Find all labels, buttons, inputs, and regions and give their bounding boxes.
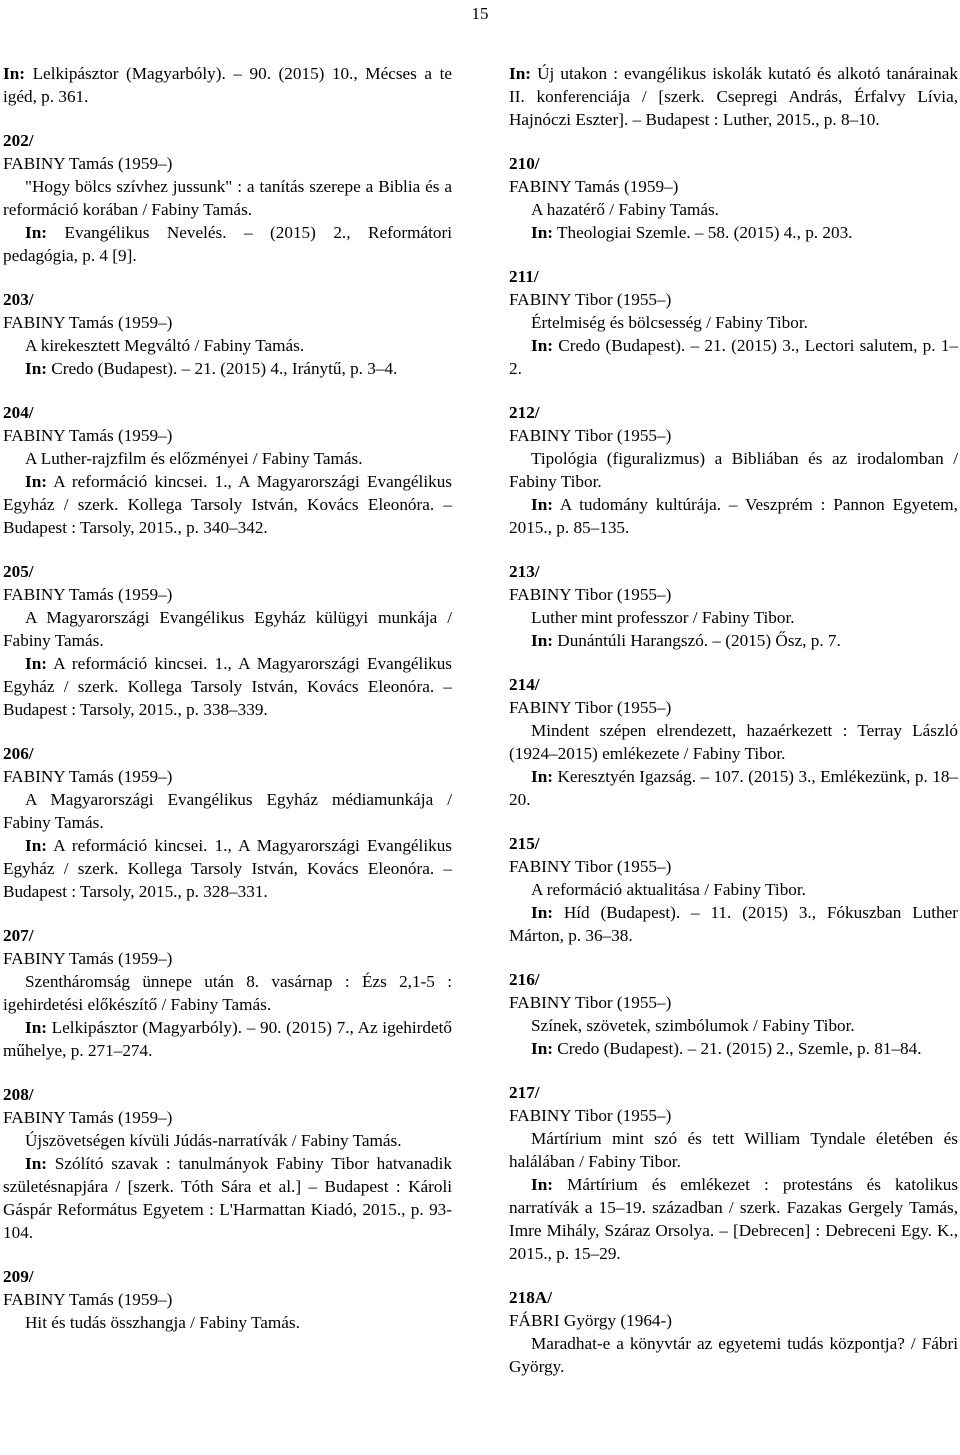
bibliography-entry [509, 1286, 958, 1378]
entry-title: Maradhat-e a könyvtár az egyetemi tudás központja? / Fábri György. [509, 1334, 958, 1376]
entry-source [509, 901, 958, 947]
bibliography-entry [3, 924, 452, 1062]
bibliography-entry [3, 560, 452, 721]
entry-number: 209/ [3, 1267, 34, 1286]
entry-title: Mindent szépen elrendezett, hazaérkezett : Terray László (1924–2015) emlékezete / Fabiny Tibor. [509, 721, 958, 763]
source-text: Híd (Budapest). – 11. (2015) 3., Fókuszban Luther Márton, p. 36–38. [509, 903, 959, 945]
entry-source [509, 1173, 958, 1265]
source-text: Mártírium és emlékezet : protestáns és katolikus narratívák a 15–19. században / szerk. Fazakas Gergely Tamás, Imre Mihály, Száraz Orsolya. – [Debrecen] : Debreceni Egy. K., 2015., p. 15–29. [509, 1175, 959, 1263]
entry-source [509, 629, 958, 652]
entry-number: 205/ [3, 562, 34, 581]
entry-source [3, 652, 452, 721]
entry-source [509, 334, 958, 380]
left-column [3, 62, 452, 1355]
entry-number: 202/ [3, 131, 34, 150]
entry-continuation [3, 62, 452, 108]
bibliography-entry [3, 129, 452, 267]
entry-title: A reformáció aktualitása / Fabiny Tibor. [531, 880, 806, 899]
entry-title: Mártírium mint szó és tett William Tyndale életében és halálában / Fabiny Tibor. [509, 1129, 958, 1171]
entry-author: FABINY Tamás (1959–) [3, 154, 173, 173]
entry-author: FABINY Tibor (1955–) [509, 698, 672, 717]
entry-title: A Magyarországi Evangélikus Egyház külügyi munkája / Fabiny Tamás. [3, 608, 452, 650]
in-label: In: [25, 223, 47, 242]
source-text: Evangélikus Nevelés. – (2015) 2., Reformátori pedagógia, p. 4 [9]. [3, 223, 452, 265]
entry-number: 203/ [3, 290, 34, 309]
in-label: In: [25, 359, 47, 378]
in-label: In: [531, 223, 553, 242]
source-text: Lelkipásztor (Magyarbóly). – 90. (2015) 7., Az igehirdető műhelye, p. 271–274. [3, 1018, 452, 1060]
entry-number: 217/ [509, 1083, 540, 1102]
entry-title: "Hogy bölcs szívhez jussunk" : a tanítás szerepe a Biblia és a reformáció korában / Fabiny Tamás. [3, 177, 452, 219]
source-text: Credo (Budapest). – 21. (2015) 3., Lectori salutem, p. 1–2. [509, 336, 959, 378]
in-label: In: [509, 64, 531, 83]
entry-source [3, 1152, 452, 1244]
source-text: A tudomány kultúrája. – Veszprém : Pannon Egyetem, 2015., p. 85–135. [509, 495, 958, 537]
in-label: In: [25, 1018, 47, 1037]
entry-title: Hit és tudás összhangja / Fabiny Tamás. [25, 1313, 300, 1332]
entry-author: FABINY Tamás (1959–) [3, 426, 173, 445]
bibliography-entry [3, 742, 452, 903]
right-column [509, 62, 958, 1399]
source-text: Dunántúli Harangszó. – (2015) Ősz, p. 7. [557, 631, 841, 650]
bibliography-entry [3, 1083, 452, 1244]
source-text: A reformáció kincsei. 1., A Magyarországi Evangélikus Egyház / szerk. Kollega Tarsoly István, Kovács Eleonóra. – Budapest : Tarsoly, 2015., p. 338–339. [3, 654, 452, 719]
in-label: In: [25, 472, 47, 491]
bibliography-entry [3, 288, 452, 380]
entry-title: Szentháromság ünnepe után 8. vasárnap : Ézs 2,1-5 : igehirdetési előkészítő / Fabiny Tamás. [3, 972, 452, 1014]
entry-number: 208/ [3, 1085, 34, 1104]
entry-author: FABINY Tibor (1955–) [509, 290, 672, 309]
entry-author: FABINY Tamás (1959–) [3, 1290, 173, 1309]
entry-title: Értelmiség és bölcsesség / Fabiny Tibor. [531, 313, 808, 332]
entry-author: FÁBRI György (1964-) [509, 1311, 672, 1330]
entry-number: 211/ [509, 267, 539, 286]
entry-source [3, 221, 452, 267]
entry-source [509, 62, 958, 131]
in-label: In: [531, 1039, 553, 1058]
entry-title: A kirekesztett Megváltó / Fabiny Tamás. [25, 336, 305, 355]
entry-number: 216/ [509, 970, 540, 989]
entry-number: 213/ [509, 562, 540, 581]
entry-title: Luther mint professzor / Fabiny Tibor. [531, 608, 795, 627]
entry-author: FABINY Tamás (1959–) [3, 949, 173, 968]
source-text: Theologiai Szemle. – 58. (2015) 4., p. 203. [556, 223, 853, 242]
entry-number: 215/ [509, 834, 540, 853]
in-label: In: [3, 64, 25, 83]
bibliography-entry [509, 152, 958, 244]
in-label: In: [531, 631, 553, 650]
entry-source [509, 1037, 958, 1060]
entry-source [509, 493, 958, 539]
entry-title: Tipológia (figuralizmus) a Bibliában és az irodalomban / Fabiny Tibor. [509, 449, 958, 491]
entry-number: 204/ [3, 403, 34, 422]
entry-author: FABINY Tamás (1959–) [3, 313, 173, 332]
source-text: Lelkipásztor (Magyarbóly). – 90. (2015) 10., Mécses a te igéd, p. 361. [3, 64, 453, 106]
entry-author: FABINY Tibor (1955–) [509, 993, 672, 1012]
source-text: Szólító szavak : tanulmányok Fabiny Tibor hatvanadik születésnapjára / [szerk. Tóth Sára et al.] – Budapest : Károli Gáspár Református Egyetem : L'Harmattan Kiadó, 2015., p. 93-104. [3, 1154, 453, 1242]
entry-author: FABINY Tamás (1959–) [3, 767, 173, 786]
entry-source [3, 834, 452, 903]
entry-continuation [509, 62, 958, 131]
in-label: In: [531, 903, 553, 922]
entry-source [509, 765, 958, 811]
entry-title: A Luther-rajzfilm és előzményei / Fabiny Tamás. [25, 449, 363, 468]
entry-author: FABINY Tibor (1955–) [509, 585, 672, 604]
entry-number: 218A/ [509, 1288, 552, 1307]
entry-title: Újszövetségen kívüli Júdás-narratívák / Fabiny Tamás. [25, 1131, 402, 1150]
page-number: 15 [471, 4, 489, 23]
entry-author: FABINY Tamás (1959–) [509, 177, 679, 196]
entry-source [3, 470, 452, 539]
bibliography-entry [509, 832, 958, 947]
entry-author: FABINY Tamás (1959–) [3, 1108, 173, 1127]
entry-author: FABINY Tibor (1955–) [509, 1106, 672, 1125]
entry-title: Színek, szövetek, szimbólumok / Fabiny Tibor. [531, 1016, 855, 1035]
bibliography-entry [3, 401, 452, 539]
in-label: In: [25, 1154, 47, 1173]
bibliography-entry [509, 401, 958, 539]
bibliography-entry [3, 1265, 452, 1334]
bibliography-entry [509, 1081, 958, 1265]
entry-number: 214/ [509, 675, 540, 694]
source-text: Credo (Budapest). – 21. (2015) 2., Szemle, p. 81–84. [557, 1039, 922, 1058]
bibliography-entry [509, 560, 958, 652]
entry-number: 206/ [3, 744, 34, 763]
in-label: In: [531, 336, 553, 355]
in-label: In: [531, 495, 553, 514]
source-text: A reformáció kincsei. 1., A Magyarországi Evangélikus Egyház / szerk. Kollega Tarsoly István, Kovács Eleonóra. – Budapest : Tarsoly, 2015., p. 328–331. [3, 836, 452, 901]
entry-author: FABINY Tibor (1955–) [509, 857, 672, 876]
entry-source [3, 357, 452, 380]
bibliography-entry [509, 968, 958, 1060]
bibliography-entry [509, 265, 958, 380]
source-text: Új utakon : evangélikus iskolák kutató és alkotó tanárainak II. konferenciája / [szerk. Csepregi András, Érfalvy Lívia, Hajnóczi Eszter]. – Budapest : Luther, 2015., p. 8–10. [509, 64, 959, 129]
bibliography-entry [509, 673, 958, 811]
source-text: Credo (Budapest). – 21. (2015) 4., Iránytű, p. 3–4. [51, 359, 398, 378]
in-label: In: [531, 767, 553, 786]
entry-author: FABINY Tamás (1959–) [3, 585, 173, 604]
source-text: A reformáció kincsei. 1., A Magyarországi Evangélikus Egyház / szerk. Kollega Tarsoly István, Kovács Eleonóra. – Budapest : Tarsoly, 2015., p. 340–342. [3, 472, 452, 537]
entry-number: 207/ [3, 926, 34, 945]
entry-title: A Magyarországi Evangélikus Egyház médiamunkája / Fabiny Tamás. [3, 790, 452, 832]
entry-number: 210/ [509, 154, 540, 173]
entry-title: A hazatérő / Fabiny Tamás. [531, 200, 719, 219]
in-label: In: [25, 836, 47, 855]
in-label: In: [531, 1175, 553, 1194]
entry-number: 212/ [509, 403, 540, 422]
entry-source [3, 62, 452, 108]
entry-source [3, 1016, 452, 1062]
in-label: In: [25, 654, 47, 673]
source-text: Keresztyén Igazság. – 107. (2015) 3., Emlékezünk, p. 18–20. [509, 767, 959, 809]
entry-author: FABINY Tibor (1955–) [509, 426, 672, 445]
entry-source [509, 221, 958, 244]
